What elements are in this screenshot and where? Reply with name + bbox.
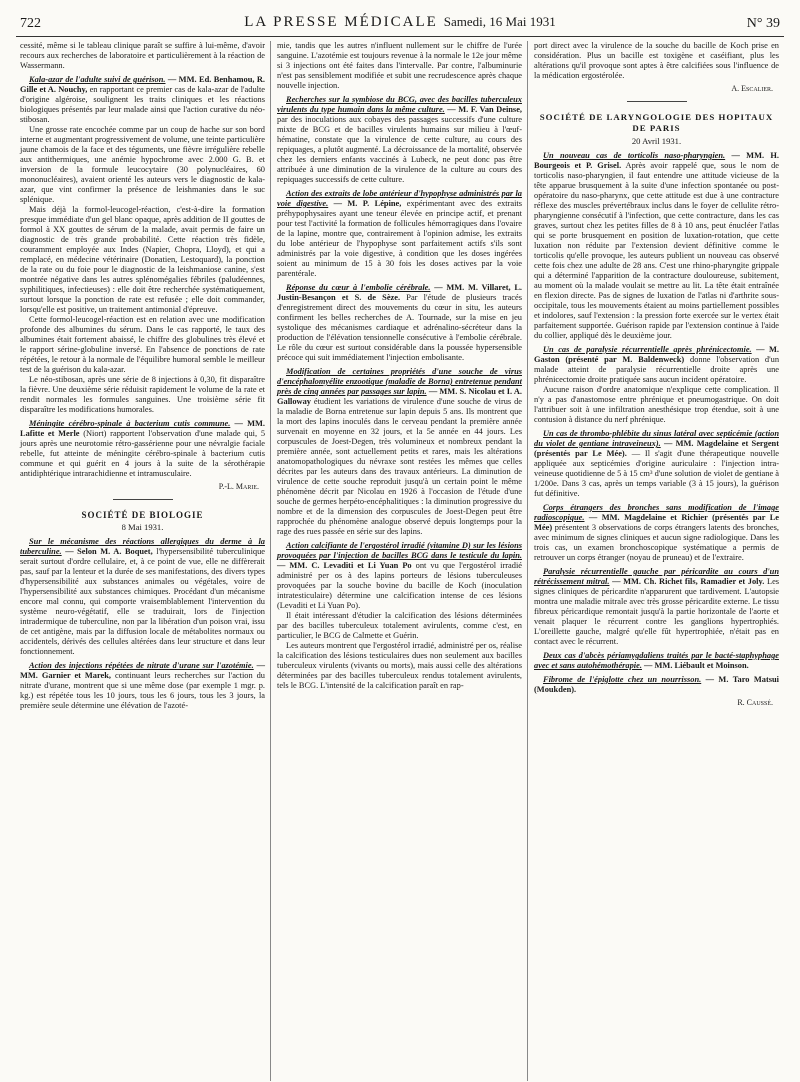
section-date: 8 Mai 1931. — [121, 522, 164, 532]
abstract-phrenicectomie — [534, 345, 779, 385]
abstract-text: par des inoculations aux cobayes des passages successifs d'une culture mixte de BCG et de bacilles virulents humains sur milieu à l'œuf-hématine, constate que la virulence de cette culture, au cours des repiquages, a plutôt augmenté. La décroissance de la mortalité, observée chez les derniers enfants vaccinés à Lubeck, ne peut donc pas être attribuée à une diminution de la virulence de la culture au cours des repiquages successifs de cette culture. — [277, 115, 522, 184]
abstract-thrombo-phlebite — [534, 429, 779, 499]
abstract-text: donne l'observation d'un malade atteint de paralysie récurrentielle droite après une phrénicectomie droite pratiquée sans aucun incident opératoire. — [534, 355, 780, 384]
paragraph: Il était intéressant d'étudier la calcification des lésions déterminées par des bacilles tuberculeux totalement avirulents, comme c'est, en particulier, le BCG de Calmette et Guérin. — [277, 611, 522, 640]
abstract-authors: — MM. Garnier et Marek, — [20, 661, 266, 680]
abstract-title: Kala-azar de l'adulte suivi de guérison. — [29, 75, 166, 84]
abstract-authors: — MM. Lafitte et Merle — [20, 419, 265, 438]
abstract-authors: — M. P. Lépine, — [333, 199, 402, 208]
abstract-authors: — M. F. Van Deinse, — [447, 105, 523, 114]
abstract-authors: — MM. Ed. Benhamou, R. Gille et A. Nouchy, — [20, 75, 265, 94]
abstract-text: Les signes cliniques de péricardite n'apparurent que tardivement. L'autopsie montra une maladie mitrale avec très grosse péricardite externe. Le tissu fibreux péricardique remontait jusqu'à la partie horizontale de l'aorte et venait plaquer le récurrent contre les ganglions hypertrophiés. L'oreillette gauche, malgré qu'elle fût hypertrophiée, n'était pas en contact avec le récurrent. — [534, 577, 780, 646]
paragraph: cessité, même si le tableau clinique paraît se suffire à lui-même, d'avoir recours aux recherches de laboratoire et particulièrement à la réaction de Wassermann. — [20, 41, 265, 70]
abstract-meningite — [20, 419, 265, 479]
paragraph: Les auteurs montrent que l'ergostérol irradié, administré per os, réalise la calcification des lésions testiculaires dues non seulement aux bacilles tuberculeux virulents (vivants ou morts), mais aussi celle des altérations déterminées par des bacilles tuberculeux rendus totalement avirulents, tels le BCG. L'intensité de la calcification paraît en rap- — [277, 641, 523, 690]
abstract-fibrome — [534, 675, 779, 695]
divider — [113, 499, 173, 500]
abstract-authors: — Selon M. A. Boquet, — [65, 547, 153, 556]
abstract-title: Un cas de paralysie récurrentielle après phrénicectomie. — [543, 345, 752, 354]
abstract-authors: — MM. S. Nicolau et I. A. Galloway — [277, 387, 522, 406]
issue-number: N° 39 — [746, 16, 780, 31]
section-date: 20 Avril 1931. — [631, 136, 682, 146]
abstract-authors: — MM. H. Bourgeois et P. Grisel. — [534, 151, 779, 170]
section-title: SOCIÉTÉ DE LARYNGOLOGIE DES HOPITAUX DE PARIS — [539, 112, 774, 133]
abstract-title: Fibrome de l'épiglotte chez un nourrisson. — [543, 675, 702, 684]
columns — [20, 41, 780, 713]
abstract-abces — [534, 651, 779, 671]
issue-date: Samedi, 16 Mai 1931 — [443, 14, 556, 29]
abstract-authors: — MM. C. Levaditi et Li Yuan Po — [277, 561, 412, 570]
abstract-authors: — M. Gaston (présenté par M. Baldenweck) — [534, 345, 780, 364]
column-1 — [20, 41, 265, 713]
abstract-hypophyse — [277, 189, 522, 279]
abstract-authors: — MM. Magdelaine et Richier (présentés par Le Mée) — [534, 513, 779, 532]
abstract-text: présentent 3 observations de corps étrangers latents des bronches, avec minimum de signes cliniques et aucun signe radiologique. Dans les trois cas, un examen bronchoscopique systématique a permis de retrouver un corps étranger (noyau de pruneau) et de l'extraire. — [534, 523, 780, 562]
abstract-authors: — MM. Magdelaine et Sergent (présentés par Le Mée). — [534, 439, 779, 458]
abstract-text: ont vu que l'ergostérol irradié administré per os à des lapins porteurs de lésions tuberculeuses provoquées par la souche bovine du bacille de Koch (inoculation intratesticulaire) détermine une calcification intense de ces lésions (Levaditi et Li Yuan Po). — [277, 561, 522, 610]
abstract-text: Après avoir rappelé que, sous le nom de torticolis naso-pharyngien, il faut entendre une attitude vicieuse de la tête apparue brusquement à la suite d'une infection spontanée ou post-opératoire du naso-pharynx, que cette attitude est due à une contracture réflexe des muscles prévertébraux inclus dans le foyer de cellulite rétro-pharyngienne consécutif à l'infection, que cette contracture, dans les cas graves, surtout chez les petites filles de 8 à 10 ans, peut énucléer l'atlas qui se porte brusquement en position de luxation-rotation, que cette luxation non réduite par l'extension devient définitive comme le torticolis qu'elle provoque, les auteurs publient un nouveau cas observé cette fois chez une adulte de 28 ans. C'est une rhino-pharyngite grippale qui a déterminé l'apparition de la contracture douloureuse, subitement, au moment où la malade voulait se mettre au lit. La tête était entraînée en flexion directe. Pas de signes de luxation de l'atlas ni d'arthrite sous-occipitale, tous les mouvements étaient au moins partiellement possibles et indolores, sauf l'extension : la pression forte exercée sur le vertex était parfaitement supportée. Guérison rapide par l'extension continue à l'aide du collier, appliqué dès le deuxième jour. — [534, 161, 779, 340]
abstract-torticolis — [534, 151, 779, 341]
paragraph: port direct avec la virulence de la souche du bacille de Koch prise en considération. Plus un bacille est toxigène et caséifiant, plus les altérations qu'il provoque sont aptes à être calcifiées sous l'influence de la médication ergostérolée. — [534, 41, 779, 80]
abstract-text: étudient les variations de virulence d'une souche de virus de la maladie de Borna entretenue sur lapin depuis 5 ans. Ils montrent que la mort des lapins inoculés dans le cerveau pendant la première année survenait en moyenne en 32 jours, et la 5e année en 44 jours. Les corpuscules de Joest-Degen, très volumineux et nombreux pendant la première année, sont actuellement petits et rares, mais les altérations anatomopathologiques du névraxe sont restées les mêmes que celles décrites par les auteurs dans des travaux antérieurs. La diminution de virulence de cette souche reproduit jusqu'à un certain point le même phénomène décrit par Nicolau en 1926 à l'occasion de l'étude d'une souche de germes herpéto-encéphalitiques : la diminution progressive du nombre et de la dimension des corpuscules de Joest-Degen peut être rapprochée du phénomène analogue observé depuis longtemps pour la rage des rues passée en série sur des lapins. — [277, 397, 522, 536]
abstract-title: Sur le mécanisme des réactions allergiques du derme à la tuberculine. — [20, 537, 265, 556]
paragraph: Une grosse rate encochée comme par un coup de hache sur son bord interne et augmentant progressivement de volume, une teinte particulière jaune chamois de la face et des téguments, une fièvre irrégulière rebelle aux antithermiques, une anémie hypochrome avec 2.000 G. B. et inversion de la formule leucocytaire (30 polynucléaires, 60 mononucléaires), avaient orienté les auteurs vers le diagnostic de kala-azar, que vint confirmer la présence de leishmanies dans le suc splénique. — [20, 125, 265, 204]
abstract-title: Action des injections répétées de nitrate d'urane sur l'azotémie. — [29, 661, 254, 670]
abstract-text: continuant leurs recherches sur l'action du nitrate d'urane, montrent que si une même dose (par exemple 1 mgr. p. kg.) est répétée tous les 10 jours, tous les 6 jours, tous les 3 jours, la première seule détermine une élévation de l'azoté- — [20, 671, 265, 710]
abstract-text: expérimentant avec des extraits préhypophysaires ayant une teneur élevée en principe actif, et prenant pour test l'activité la formation de follicules hémorragiques dans l'ovaire de la lapine, montre que, contrairement à l'opinion admise, les extraits du lobe antérieur de l'hypophyse sont parfaitement actifs s'ils sont administrés par la voie digestive, à condition que les doses ingérées soient au minimum de 15 à 30 fois les doses actives par la voie parentérale. — [277, 199, 523, 278]
section-title: SOCIÉTÉ DE BIOLOGIE — [81, 510, 204, 520]
abstract-bcg-symbiose — [277, 95, 522, 185]
paragraph: Le néo-stibosan, après une série de 8 injections à 0,30, fit disparaître la fièvre. Une deuxième série réduisit rapidement le volume de la rate et rendit normales les formules sanguines. Une troisième série fit disparaître les modifications humorales. — [20, 375, 265, 414]
abstract-title: Paralysie récurrentielle gauche par péricardite au cours d'un rétrécissement mitral. — [534, 567, 779, 586]
abstract-title: Un cas de thrombo-phlébite du sinus latéral avec septicémie (action du violet de gentiane intraveineux). — [534, 429, 779, 448]
abstract-title: Corps étrangers des bronches sans modification de l'image radioscopique. — [534, 503, 779, 522]
column-3 — [534, 41, 779, 713]
abstract-text: Par l'étude de plusieurs tracés d'enregistrement direct des mouvements du cœur in situ, les auteurs confirment les belles recherches de A. Tournade, sur la mise en jeu systolique des mécanismes cardiaque et adrénalino-sécréteur dans la production de l'élévation tensionnelle consécutive à l'embolie cérébrale. Le rôle du cœur est surtout considérable dans la poussée hypersensible précoce qui suit immédiatement l'injection embolisante. — [277, 293, 522, 362]
abstract-pericardite — [534, 567, 779, 647]
paragraph: mie, tandis que les autres n'influent nullement sur le chiffre de l'urée sanguine. L'azotémie est toujours revenue à la normale le 12e jour même si 3 injections ont été faites dans l'intervalle. Par contre, l'albuminurie n'est pas sensiblement modifiée et subit une recrudescence après chaque nouvelle injection. — [277, 41, 522, 90]
abstract-title: Action des extraits de lobe antérieur d'hypophyse administrés par la voie digestive. — [277, 189, 522, 208]
paragraph: Mais déjà la formol-leucogel-réaction, c'est-à-dire la formation presque immédiate d'un gel blanc opaque, après addition de II gouttes de formol à XX gouttes de sérum de la malade, avait permis de faire un diagnostic de très grande probabilité. Cette réaction très fidèle, couramment employée aux Indes (Napier, Chopra, Lloyd), et qui a remplacé, en médecine vétérinaire (Donatien, Lestoquard), la ponction de la rate ou du foie pour le diagnostic de la leishmaniose canine, s'est montrée négative dans les autres splénomégalies fébriles (paludéennes, syphilitiques, infectieuses) : elle doit être recherchée systématiquement, surtout lorsque la ponction de rate est refusée ; elle doit commander, lorsqu'elle est positive, un traitement antimonial d'épreuve. — [20, 205, 265, 314]
abstract-title: Réponse du cœur à l'embolie cérébrale. — [286, 283, 431, 292]
abstract-title: Action calcifiante de l'ergostérol irradié (vitamine D) sur les lésions provoquées par l'injection de bacilles BCG dans le testicule du lapin. — [277, 541, 522, 560]
abstract-tuberculine — [20, 537, 265, 657]
abstract-authors: — M. Taro Matsui (Moukden). — [534, 675, 779, 694]
abstract-authors: — MM. Ch. Richet fils, Ramadier et Joly. — [612, 577, 765, 586]
divider — [627, 101, 687, 102]
signature: R. Caussé. — [737, 698, 773, 707]
signature: P.-L. Marie. — [218, 482, 259, 491]
abstract-authors: — MM. Liébault et Moinson. — [644, 661, 749, 670]
column-2 — [277, 41, 522, 713]
running-head — [16, 14, 784, 37]
abstract-corps-etrangers — [534, 503, 779, 563]
abstract-authors: — MM. M. Villaret, L. Justin-Besançon et S. de Sèze. — [277, 283, 523, 302]
abstract-title: Un nouveau cas de torticolis naso-pharyngien. — [543, 151, 726, 160]
paragraph: Aucune raison d'ordre anatomique n'explique cette complication. Il n'y a pas d'anastomose entre phrénique et pneumogastrique. On doit l'attribuer soit à une infiltration anesthésique trop étendue, soit à une contusion à distance du nerf phrénique. — [534, 385, 779, 424]
abstract-title: Deux cas d'abcès périamygdaliens traités par le bacté-staphyphage avec et sans autohémothérapie. — [534, 651, 779, 670]
journal-title-line — [16, 14, 784, 31]
abstract-text: l'hypersensibilité tuberculinique serait surtout d'ordre cellulaire, et, à ce point de vue, elle ne diffèrerait pas, sauf par la lenteur et la durée de ses manifestations, des divers types d'hypersensibilité aux substances animales ou végétales, voire de l'hypersensibilité aux substances chimiques. Procédant d'un mécanisme encore mal connu, qui comporte vraisemblablement l'intervention du système neuro-végétatif, elle se traduirait, lors de l'injection intradermique de tuberculine, non par la libération d'un poison vrai, issu de cet antigène, mais par la diffusion locale de métabolites normaux ou accidentels, dérivés des cellules altérées dans leur structure et dans leur fonctionnement. — [20, 547, 266, 656]
paragraph: Cette formol-leucogel-réaction est en relation avec une modification profonde des albumines du sérum. Dans le cas rapporté, le taux des albumines était fortement abaissé, le chiffre des globulines très élevé et le rapport sérine-globuline inversé. En l'absence de ponctions de rate répétées, le retour à la normale de l'équilibre humoral semble le meilleur test de la guérison du kala-azar. — [20, 315, 265, 374]
signature: A. Escalier. — [731, 84, 773, 93]
abstract-title: Modification de certaines propriétés d'une souche de virus d'encéphalomyélite enzootique (maladie de Borna) entretenue pendant près de cinq années par passages sur lapin. — [277, 367, 522, 396]
abstract-borna — [277, 367, 522, 537]
abstract-ergosterol — [277, 541, 522, 611]
abstract-text: — Il s'agit d'une thérapeutique nouvelle appliquée aux septicémies d'origine auriculaire : l'injection intra-veineuse quotidienne de 5 à 15 cm³ d'une solution de violet de gentiane à 1/200e. Dans 3 cas, après un temps variable (3 à 15 jours), la guérison fut définitive. — [534, 449, 780, 498]
abstract-embolie — [277, 283, 522, 363]
abstract-text: en rapportant ce premier cas de kala-azar de l'adulte d'origine algéroise, soulignent les traits cliniques et les réactions biologiques présentés par leur malade ainsi que l'action curative du néo-stibosan. — [20, 85, 266, 124]
abstract-kala-azar — [20, 75, 265, 125]
abstract-nitrate-urane — [20, 661, 265, 711]
abstract-title: Méningite cérébro-spinale à bacterium cutis commune. — [29, 419, 231, 428]
page-number: 722 — [20, 16, 41, 31]
abstract-text: (Niort) rapportent l'observation d'une malade qui, 5 jours après une neurotomie rétro-gassérienne pour une névralgie faciale rebelle, fut atteinte de méningite cérébro-spinale à bacterium cutis commune et qui guérit en 4 jours à la suite de la sérothérapie antidiphtérique intrarachidienne et intramusculaire. — [20, 429, 266, 478]
journal-title: LA PRESSE MÉDICALE — [244, 14, 438, 30]
abstract-title: Recherches sur la symbiose du BCG, avec des bacilles tuberculeux virulents du type humain dans la même culture. — [277, 95, 522, 114]
